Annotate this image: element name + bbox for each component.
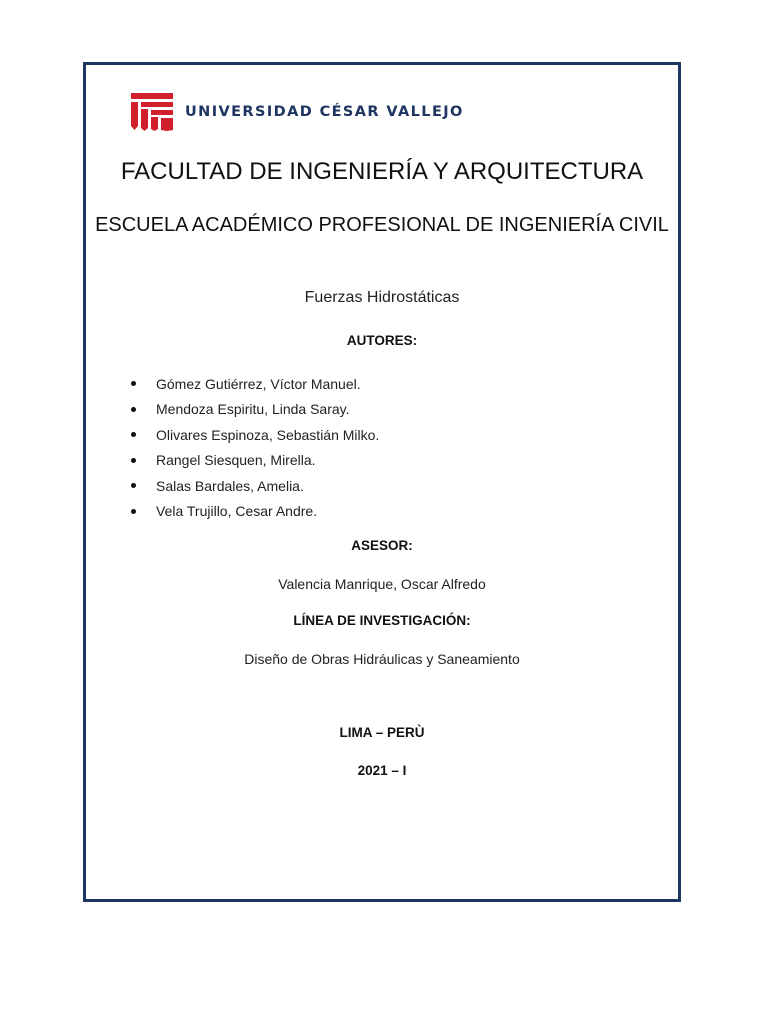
authors-list — [131, 371, 379, 524]
ucv-shield-icon — [131, 93, 173, 131]
research-line-heading: LÍNEA DE INVESTIGACIÓN: — [293, 613, 471, 628]
university-name: UNIVERSIDAD CÉSAR VALLEJO — [185, 104, 464, 120]
school-title: ESCUELA ACADÉMICO PROFESIONAL DE INGENIERÍA CIVIL — [95, 214, 669, 236]
author-name: Salas Bardales, Amelia. — [156, 477, 304, 494]
advisor-heading: ASESOR: — [351, 538, 413, 553]
list-item — [131, 499, 379, 525]
bullet-icon — [131, 509, 136, 514]
university-logo — [131, 92, 464, 132]
research-line-name: Diseño de Obras Hidráulicas y Saneamiento — [244, 651, 520, 667]
author-name: Mendoza Espiritu, Linda Saray. — [156, 401, 350, 418]
bullet-icon — [131, 458, 136, 463]
list-item — [131, 422, 379, 448]
author-name: Olivares Espinoza, Sebastián Milko. — [156, 426, 380, 443]
list-item — [131, 473, 379, 499]
advisor-name: Valencia Manrique, Oscar Alfredo — [278, 576, 486, 592]
bullet-icon — [131, 407, 136, 412]
faculty-title: FACULTAD DE INGENIERÍA Y ARQUITECTURA — [120, 158, 644, 185]
authors-heading: AUTORES: — [346, 333, 418, 348]
author-name: Rangel Siesquen, Mirella. — [156, 452, 316, 469]
place-label: LIMA – PERÙ — [339, 725, 425, 740]
author-name: Vela Trujillo, Cesar Andre. — [156, 503, 318, 520]
bullet-icon — [131, 432, 136, 437]
list-item — [131, 371, 379, 397]
year-label: 2021 – I — [357, 763, 407, 778]
bullet-icon — [131, 381, 136, 386]
list-item — [131, 448, 379, 474]
author-name: Gómez Gutiérrez, Víctor Manuel. — [156, 375, 361, 392]
document-subject: Fuerzas Hidrostáticas — [304, 289, 460, 306]
bullet-icon — [131, 483, 136, 488]
list-item — [131, 397, 379, 423]
